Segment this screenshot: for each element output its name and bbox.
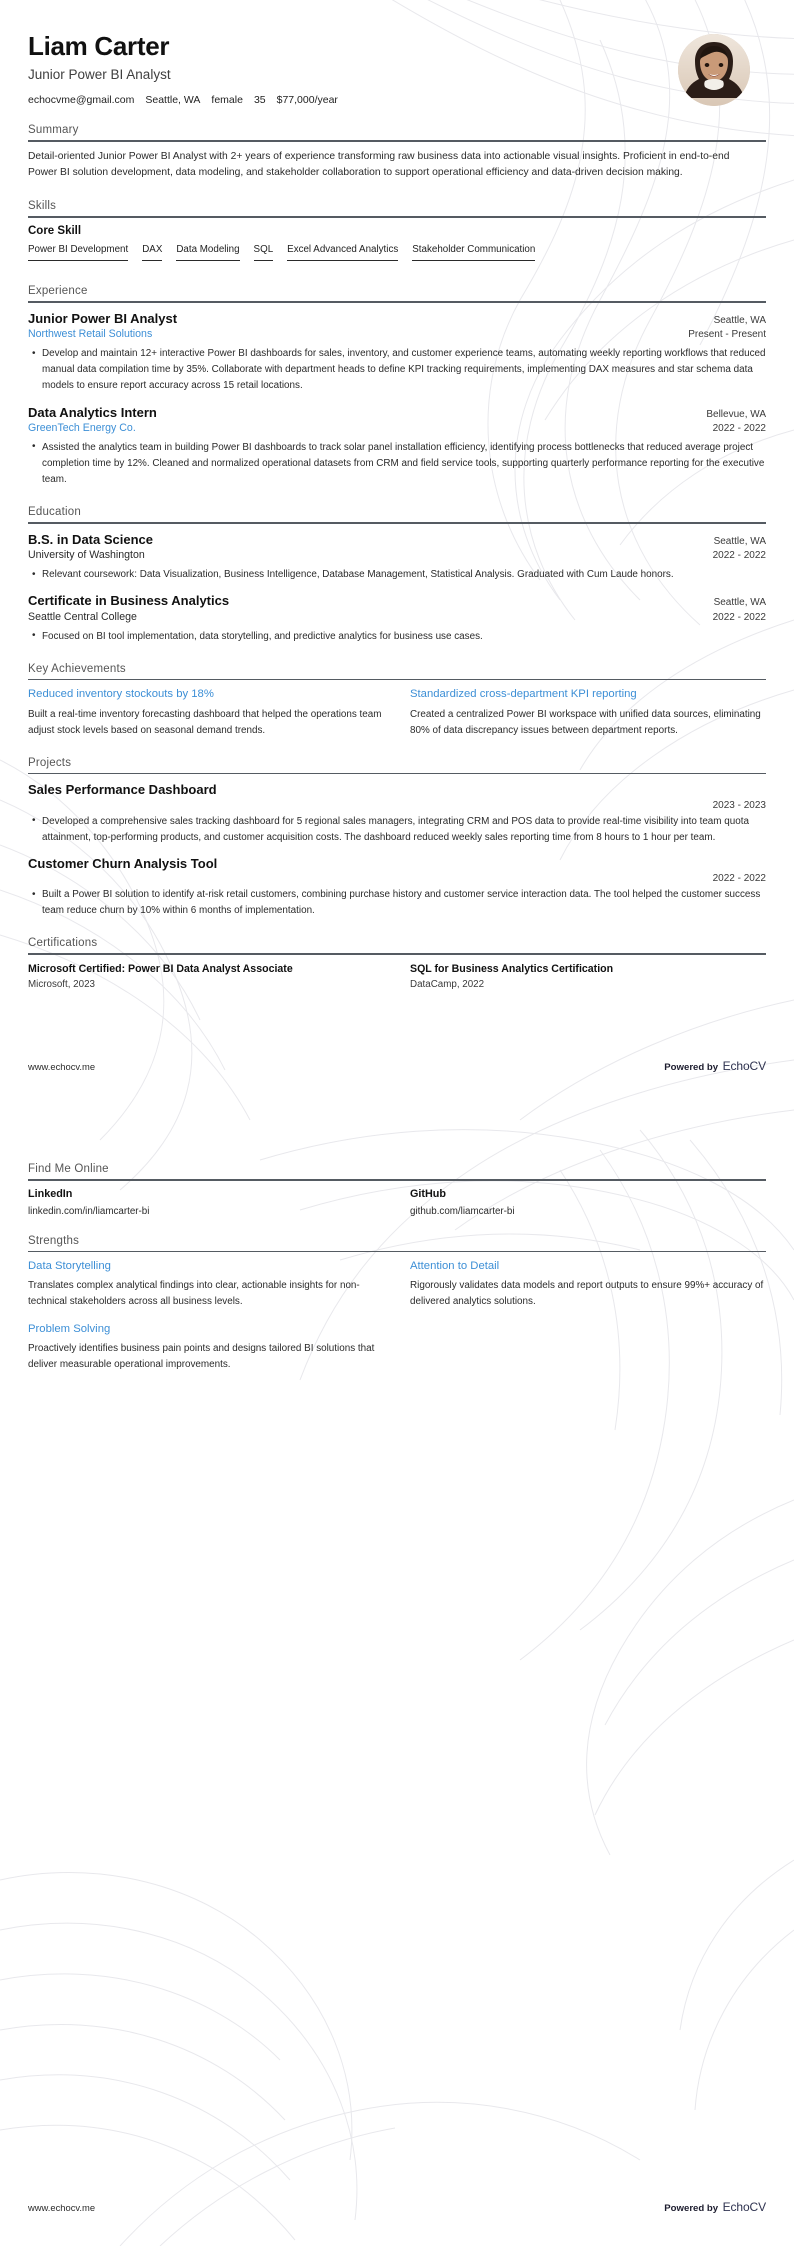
- section-divider: [28, 140, 766, 142]
- experience-bullet-list: [28, 440, 766, 488]
- page-title: Liam Carter: [28, 31, 170, 61]
- achievement-title: Standardized cross-department KPI reporting: [410, 688, 637, 701]
- section-experience: [28, 285, 766, 488]
- link-card-linkedin: [28, 1188, 384, 1217]
- certification-card: [410, 962, 766, 990]
- skill-item: SQL: [254, 244, 274, 262]
- strength-title: Problem Solving: [28, 1322, 111, 1335]
- education-dates: 2022 - 2022: [712, 550, 766, 562]
- skill-item: Stakeholder Communication: [412, 244, 535, 262]
- strength-card: [28, 1322, 384, 1373]
- experience-role: Junior Power BI Analyst: [28, 310, 178, 326]
- strength-card: [28, 1259, 384, 1310]
- strengths-column-left: [28, 1259, 384, 1373]
- section-skills: [28, 200, 766, 267]
- project-bullet-list: [28, 814, 766, 846]
- strength-card: [410, 1259, 766, 1310]
- section-strengths: [28, 1235, 766, 1373]
- strength-title: Attention to Detail: [410, 1260, 500, 1273]
- contact-gender: female: [211, 94, 243, 107]
- strength-description: Proactively identifies business pain points and designs tailored BI solutions that deliver measurable operational improvements.: [28, 1342, 375, 1370]
- footer-branding: [664, 1057, 766, 1075]
- skill-list: [28, 244, 766, 268]
- bullet-item: • Develop and maintain 12+ interactive Power BI dashboards for sales, inventory, and customer experience teams, automating weekly reporting workflows that reduced manual data compilation time by 35%. Collaborate with department heads to define KPI tracking requirements, implementing DAX measures and star schema data models to ensure report accuracy across 15 retail locations.: [41, 346, 766, 394]
- project-entry: [28, 781, 766, 846]
- link-label: LinkedIn: [28, 1187, 73, 1200]
- achievement-description: Created a centralized Power BI workspace with unified data sources, eliminating 80% of data discrepancy issues between department reports.: [410, 708, 761, 736]
- footer-url[interactable]: www.echocv.me: [28, 1061, 96, 1072]
- strengths-column-right: [410, 1259, 766, 1373]
- section-divider: [28, 522, 766, 524]
- project-name: Customer Churn Analysis Tool: [28, 855, 218, 871]
- footer-branding: [664, 2198, 766, 2216]
- education-location: Seattle, WA: [713, 597, 766, 609]
- section-heading-find-me-online: Find Me Online: [28, 1163, 109, 1175]
- experience-entry: [28, 310, 766, 395]
- contact-info-row: [28, 94, 338, 106]
- link-url[interactable]: linkedin.com/in/liamcarter-bi: [28, 1205, 150, 1217]
- achievement-card: [28, 687, 384, 738]
- certifications-grid: [28, 962, 766, 990]
- experience-organization[interactable]: Northwest Retail Solutions: [28, 328, 153, 341]
- education-entry: [28, 531, 766, 583]
- experience-organization[interactable]: GreenTech Energy Co.: [28, 422, 136, 435]
- education-bullet-list: [28, 567, 766, 583]
- certification-meta: Microsoft, 2023: [28, 978, 95, 990]
- section-divider: [28, 679, 766, 681]
- achievement-card: [410, 687, 766, 738]
- experience-bullet-list: [28, 346, 766, 394]
- achievement-title: Reduced inventory stockouts by 18%: [28, 688, 214, 701]
- strength-title: Data Storytelling: [28, 1260, 111, 1273]
- section-divider: [28, 1251, 766, 1253]
- project-name: Sales Performance Dashboard: [28, 782, 217, 798]
- experience-entry: [28, 404, 766, 489]
- section-heading-skills: Skills: [28, 200, 57, 213]
- bullet-item: • Developed a comprehensive sales tracking dashboard for 5 regional sales managers, integrating CRM and POS data to provide real-time visibility into team quota attainment, top-performing products, and customer acquisition costs. The dashboard reduced weekly sales reporting time from 8 hours to 1 hour per team.: [41, 814, 766, 846]
- strength-description: Translates complex analytical findings into clear, actionable insights for non-technical stakeholders across all business levels.: [28, 1280, 360, 1308]
- education-entry: [28, 592, 766, 644]
- section-key-achievements: [28, 663, 766, 739]
- section-heading-summary: Summary: [28, 124, 79, 137]
- bullet-item: • Relevant coursework: Data Visualization, Business Intelligence, Database Management, Statistical Analysis. Graduated with Cum Laude honors.: [41, 567, 766, 583]
- footer-brand-name: EchoCV: [722, 2200, 766, 2214]
- section-divider: [28, 1179, 766, 1181]
- section-summary: [28, 124, 766, 182]
- strengths-grid: [28, 1259, 766, 1373]
- page-footer: [28, 1057, 766, 1075]
- header-identity-block: [28, 30, 338, 106]
- section-divider: [28, 773, 766, 775]
- section-heading-strengths: Strengths: [28, 1234, 80, 1247]
- job-title: Junior Power BI Analyst: [28, 66, 171, 82]
- contact-salary: $77,000/year: [276, 94, 338, 107]
- footer-url[interactable]: www.echocv.me: [28, 2202, 96, 2213]
- footer-powered-by-label: Powered by: [664, 1062, 719, 1073]
- education-degree: Certificate in Business Analytics: [28, 593, 230, 609]
- certification-name: Microsoft Certified: Power BI Data Analyst Associate: [28, 963, 293, 976]
- certification-card: [28, 962, 384, 990]
- summary-text: Detail-oriented Junior Power BI Analyst with 2+ years of experience transforming raw business data into actionable visual insights. Proficient in end-to-end Power BI solution development, data modeling, and stakeholder collaboration to support operational efficiency and data-driven decision making.: [28, 150, 730, 179]
- strength-description: Rigorously validates data models and report outputs to ensure 99%+ accuracy of delivered analytics solutions.: [410, 1280, 764, 1308]
- education-bullet-list: [28, 629, 766, 645]
- experience-location: Seattle, WA: [713, 314, 766, 326]
- link-card-github: [410, 1188, 766, 1217]
- key-achievements-grid: [28, 687, 766, 738]
- experience-role: Data Analytics Intern: [28, 404, 157, 420]
- experience-dates: Present - Present: [688, 329, 766, 341]
- education-degree: B.S. in Data Science: [28, 531, 153, 547]
- bullet-item: • Built a Power BI solution to identify at-risk retail customers, combining purchase history and customer service interaction data. The tool helped the customer success team reduce churn by 10% within 6 months of implementation.: [41, 887, 766, 919]
- contact-age: 35: [253, 94, 266, 107]
- education-dates: 2022 - 2022: [712, 611, 766, 623]
- skill-item: Excel Advanced Analytics: [287, 244, 398, 262]
- resume-page-2: [0, 1141, 794, 2246]
- avatar: [678, 34, 750, 106]
- achievement-description: Built a real-time inventory forecasting dashboard that helped the operations team adjust stock levels based on seasonal demand trends.: [28, 708, 382, 736]
- skill-item: Data Modeling: [176, 244, 239, 262]
- skill-group-label: Core Skill: [28, 224, 82, 237]
- resume-header: [28, 0, 766, 106]
- links-grid: [28, 1188, 766, 1217]
- page-footer: [28, 2198, 766, 2216]
- bullet-item: • Assisted the analytics team in building Power BI dashboards to track solar panel installation efficiency, identifying process bottlenecks that reduced average project completion time by 12%. Cleaned and normalized operational datasets from CRM and field service tools, supporting quarterly performance reporting for the executive team.: [41, 440, 766, 488]
- project-dates: 2023 - 2023: [712, 799, 766, 811]
- project-bullet-list: [28, 887, 766, 919]
- education-location: Seattle, WA: [713, 535, 766, 547]
- education-institution: University of Washington: [28, 549, 145, 562]
- bullet-item: • Focused on BI tool implementation, data storytelling, and predictive analytics for business use cases.: [41, 629, 766, 645]
- contact-email: echocvme@gmail.com: [28, 94, 135, 107]
- section-heading-education: Education: [28, 506, 81, 519]
- project-dates: 2022 - 2022: [712, 873, 766, 885]
- section-heading-experience: Experience: [28, 285, 88, 298]
- skill-item: Power BI Development: [28, 244, 128, 262]
- skill-item: DAX: [142, 244, 162, 262]
- certification-name: SQL for Business Analytics Certification: [410, 963, 614, 976]
- project-entry: [28, 855, 766, 920]
- section-divider: [28, 301, 766, 303]
- education-institution: Seattle Central College: [28, 610, 137, 623]
- section-heading-key-achievements: Key Achievements: [28, 662, 126, 675]
- certification-meta: DataCamp, 2022: [410, 978, 485, 990]
- footer-brand-name: EchoCV: [722, 1059, 766, 1073]
- link-label: GitHub: [410, 1187, 446, 1200]
- footer-powered-by-label: Powered by: [664, 2203, 719, 2214]
- section-projects: [28, 757, 766, 920]
- section-education: [28, 506, 766, 645]
- section-divider: [28, 216, 766, 218]
- experience-location: Bellevue, WA: [706, 408, 766, 420]
- section-find-me-online: [28, 1141, 766, 1217]
- section-divider: [28, 953, 766, 955]
- section-heading-projects: Projects: [28, 756, 72, 769]
- experience-dates: 2022 - 2022: [712, 423, 766, 435]
- contact-location: Seattle, WA: [145, 94, 201, 107]
- section-certifications: [28, 937, 766, 989]
- link-url[interactable]: github.com/liamcarter-bi: [410, 1205, 515, 1217]
- section-heading-certifications: Certifications: [28, 937, 98, 950]
